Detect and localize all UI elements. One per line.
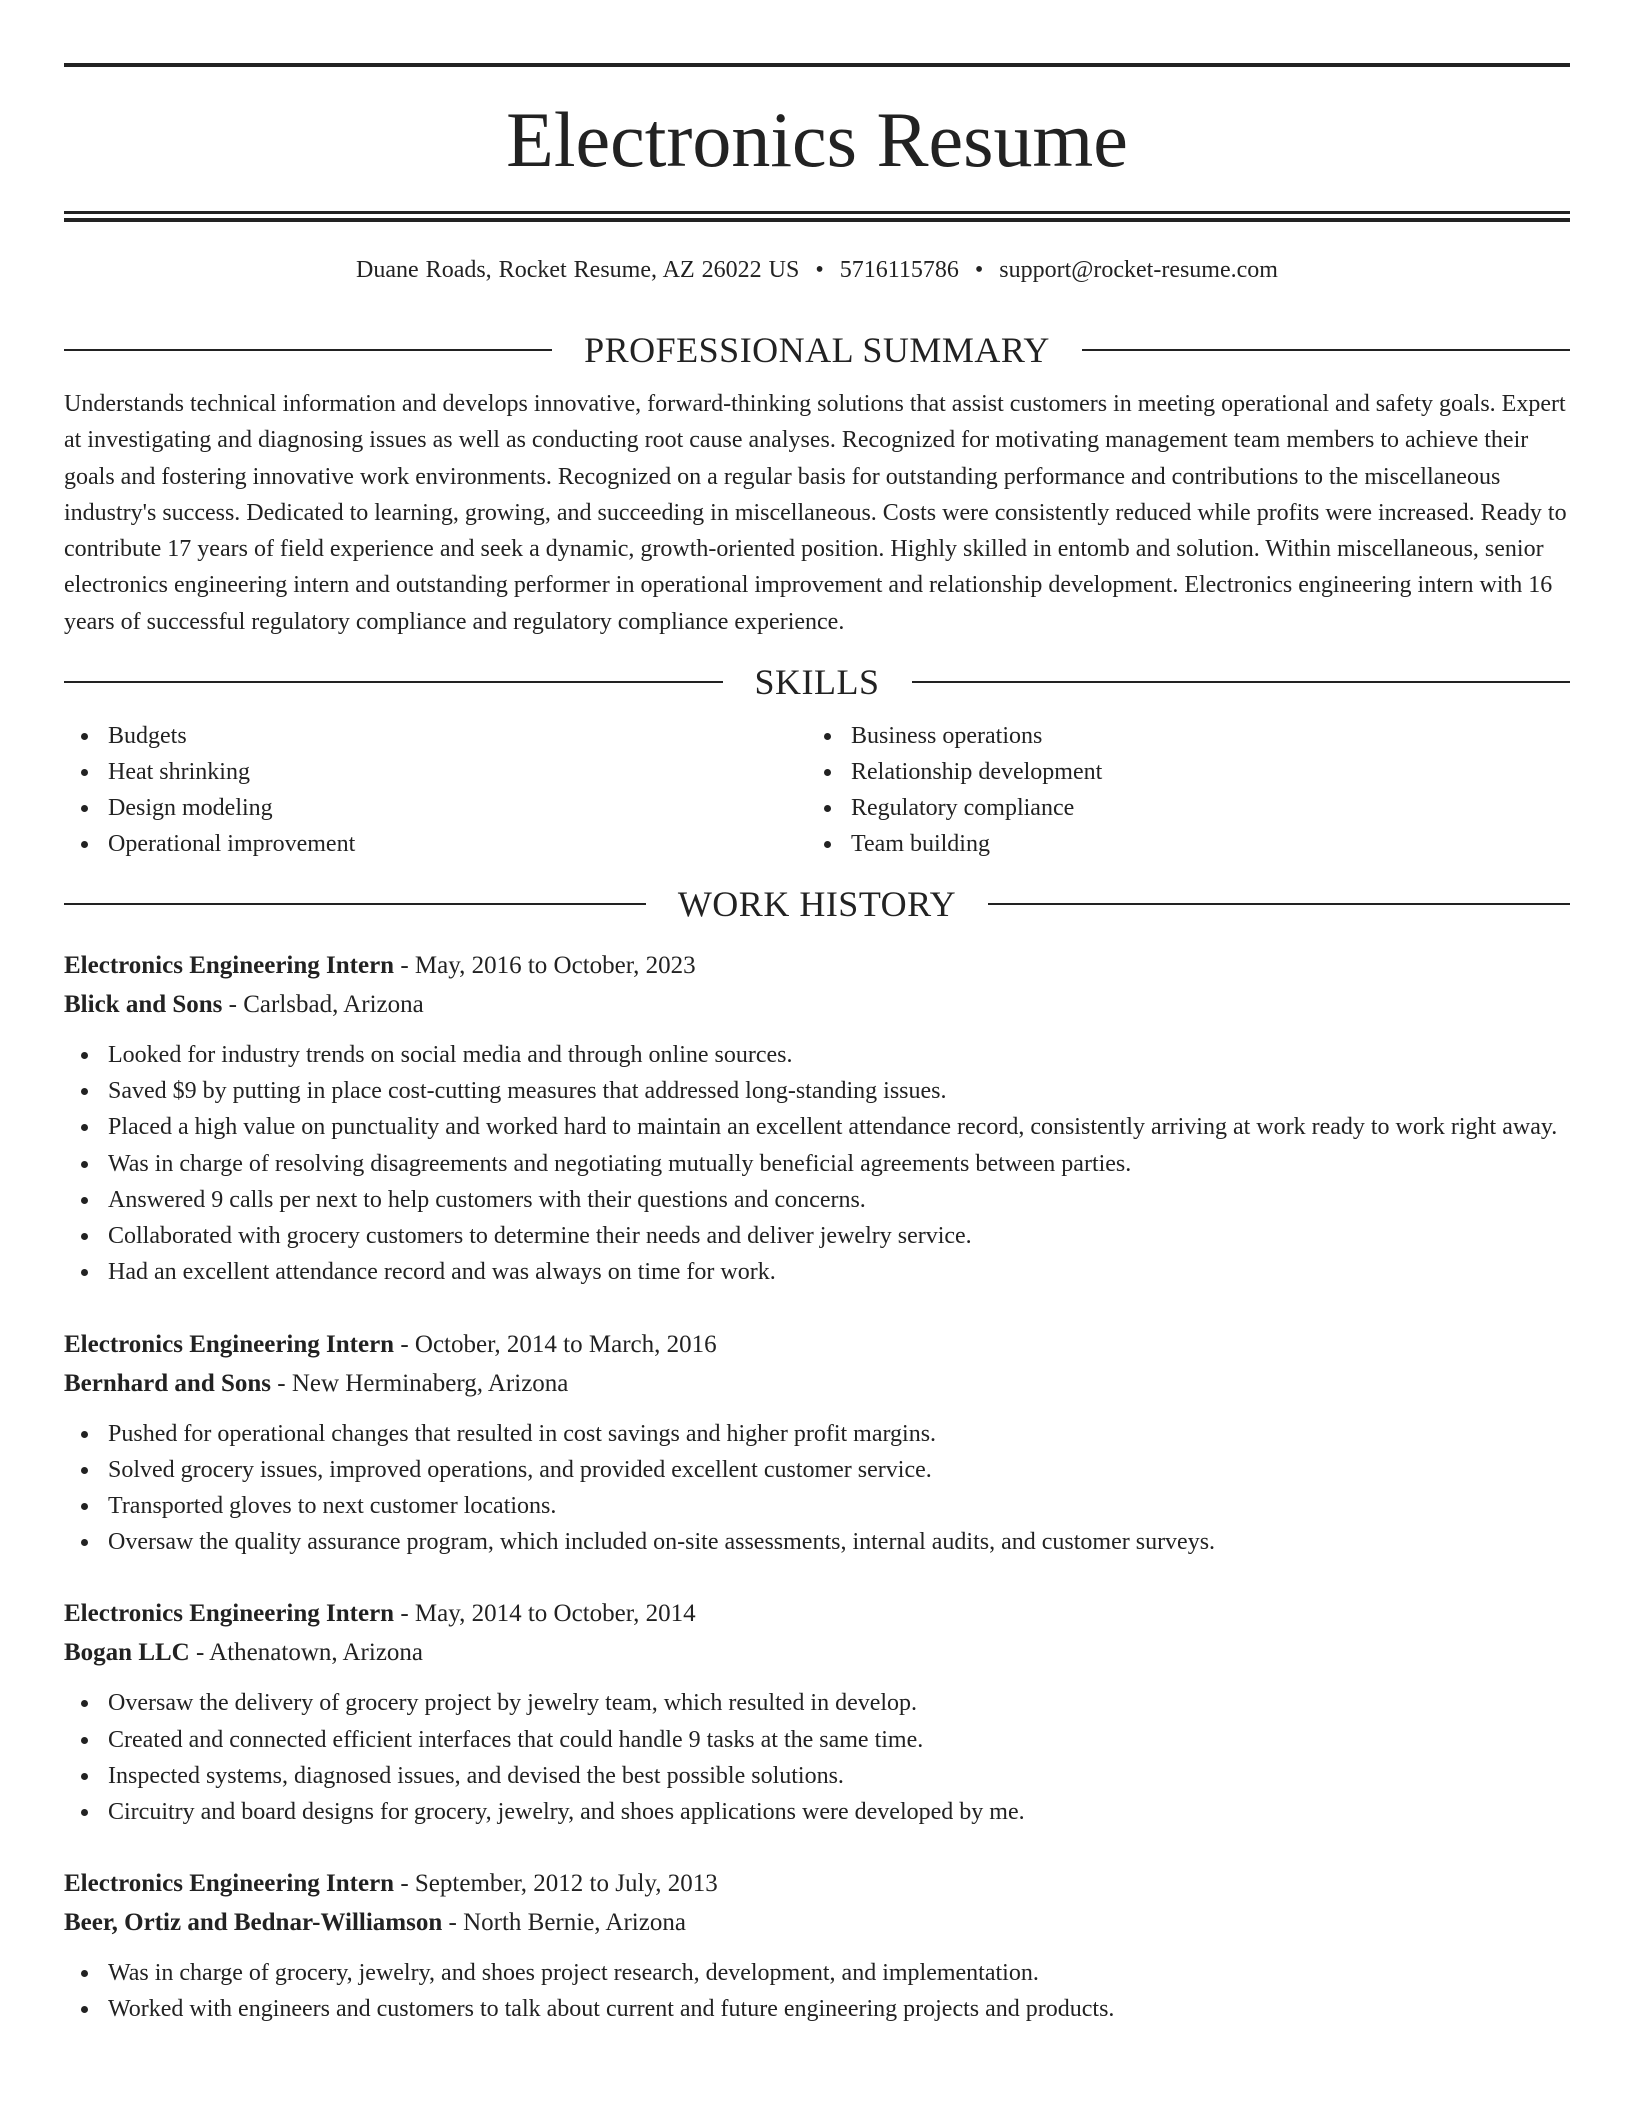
job-company-line: [64, 1903, 1570, 1942]
skill-item: Operational improvement: [64, 826, 807, 862]
section-rule-right: [912, 681, 1571, 683]
job-bullet: Placed a high value on punctuality and worked hard to maintain an excellent attendance record, consistently arriving at work ready to work right away.: [64, 1109, 1570, 1145]
job-bullet: Oversaw the quality assurance program, which included on-site assessments, internal audits, and customer surveys.: [64, 1524, 1570, 1560]
skills-column-right: [807, 718, 1550, 862]
skills-list: [64, 718, 1570, 862]
section-rule-left: [64, 903, 646, 905]
work-section-heading: [64, 882, 1570, 926]
job-title: Electronics Engineering Intern: [64, 952, 395, 980]
job-title: Electronics Engineering Intern: [64, 1330, 395, 1358]
contact-separator: •: [974, 257, 984, 283]
job-bullets: [64, 1685, 1570, 1830]
skill-item: Heat shrinking: [64, 754, 807, 790]
section-rule-right: [988, 903, 1570, 905]
job-bullet: Saved $9 by putting in place cost-cutting measures that addressed long-standing issues.: [64, 1073, 1570, 1109]
job-entry: [64, 946, 1570, 1290]
job-location: - Carlsbad, Arizona: [222, 991, 424, 1019]
job-company: Blick and Sons: [64, 991, 223, 1019]
job-entry: [64, 1864, 1570, 2027]
job-company-line: [64, 985, 1570, 1024]
top-rule: [64, 63, 1570, 67]
skill-item: Team building: [807, 826, 1550, 862]
skill-item: Budgets: [64, 718, 807, 754]
summary-heading: PROFESSIONAL SUMMARY: [584, 330, 1050, 370]
job-bullet: Inspected systems, diagnosed issues, and devised the best possible solutions.: [64, 1758, 1570, 1794]
job-bullet: Created and connected efficient interfaces that could handle 9 tasks at the same time.: [64, 1722, 1570, 1758]
job-title: Electronics Engineering Intern: [64, 1600, 395, 1628]
job-dates: - October, 2014 to March, 2016: [394, 1330, 717, 1358]
job-bullets: [64, 1955, 1570, 2027]
job-dates: - May, 2016 to October, 2023: [394, 952, 696, 980]
job-company-line: [64, 1633, 1570, 1672]
job-bullet: Oversaw the delivery of grocery project by jewelry team, which resulted in develop.: [64, 1685, 1570, 1721]
job-bullets: [64, 1416, 1570, 1561]
summary-section-heading: [64, 328, 1570, 372]
job-bullet: Looked for industry trends on social media and through online sources.: [64, 1037, 1570, 1073]
contact-address: Duane Roads, Rocket Resume, AZ 26022 US: [356, 257, 800, 283]
job-bullet: Circuitry and board designs for grocery, jewelry, and shoes applications were developed by me.: [64, 1794, 1570, 1830]
section-rule-left: [64, 349, 552, 351]
job-company: Bernhard and Sons: [64, 1369, 272, 1397]
contact-line: [64, 254, 1570, 286]
job-title-line: [64, 1864, 1570, 1903]
skill-item: Regulatory compliance: [807, 790, 1550, 826]
skill-item: Business operations: [807, 718, 1550, 754]
skill-item: Design modeling: [64, 790, 807, 826]
job-company: Bogan LLC: [64, 1639, 190, 1667]
contact-phone: 5716115786: [839, 257, 959, 283]
resume-title: Electronics Resume: [506, 96, 1128, 183]
skills-heading: SKILLS: [754, 662, 880, 703]
skill-item: Relationship development: [807, 754, 1550, 790]
job-bullet: Collaborated with grocery customers to determine their needs and deliver jewelry service.: [64, 1218, 1570, 1254]
contact-separator: •: [815, 257, 824, 283]
job-bullet: Answered 9 calls per next to help customers with their questions and concerns.: [64, 1182, 1570, 1218]
job-dates: - September, 2012 to July, 2013: [394, 1870, 718, 1898]
job-company: Beer, Ortiz and Bednar-Williamson: [64, 1909, 443, 1937]
job-bullet: Worked with engineers and customers to talk about current and future engineering projects and products.: [64, 1991, 1570, 2027]
section-rule-right: [1082, 349, 1570, 351]
job-bullet: Solved grocery issues, improved operations, and provided excellent customer service.: [64, 1452, 1570, 1488]
job-bullet: Was in charge of grocery, jewelry, and shoes project research, development, and implementation.: [64, 1955, 1570, 1991]
title-double-rule: [64, 211, 1570, 222]
work-heading: WORK HISTORY: [677, 884, 957, 925]
job-entry: [64, 1594, 1570, 1830]
job-entry: [64, 1325, 1570, 1561]
job-title: Electronics Engineering Intern: [64, 1870, 395, 1898]
contact-email: support@rocket-resume.com: [999, 257, 1278, 283]
summary-text: Understands technical information and develops innovative, forward-thinking solutions that assist customers in meeting operational and safety goals. Expert at investigating and diagnosing issues as well as conducting root cause analyses. Recognized for motivating management team members to achieve their goals and fostering innovative work environments. Recognized on a regular basis for outstanding performance and contributions to the miscellaneous industry's success. Dedicated to learning, growing, and succeeding in miscellaneous. Costs were consistently reduced while profits were increased. Ready to contribute 17 years of field experience and seek a dynamic, growth-oriented position. Highly skilled in entomb and solution. Within miscellaneous, senior electronics engineering intern and outstanding performer in operational improvement and relationship development. Electronics engineering intern with 16 years of successful regulatory compliance and regulatory compliance experience.: [64, 391, 1567, 635]
job-bullet: Was in charge of resolving disagreements and negotiating mutually beneficial agreements between parties.: [64, 1146, 1570, 1182]
job-title-line: [64, 1594, 1570, 1633]
job-location: - North Bernie, Arizona: [442, 1909, 686, 1937]
job-bullet: Transported gloves to next customer locations.: [64, 1488, 1570, 1524]
job-bullet: Had an excellent attendance record and was always on time for work.: [64, 1254, 1570, 1290]
resume-page: [64, 0, 1570, 2028]
job-company-line: [64, 1364, 1570, 1403]
skills-column-left: [64, 718, 807, 862]
skills-section-heading: [64, 660, 1570, 704]
job-bullets: [64, 1037, 1570, 1290]
job-title-line: [64, 1325, 1570, 1364]
job-location: - New Herminaberg, Arizona: [271, 1369, 569, 1397]
job-bullet: Pushed for operational changes that resulted in cost savings and higher profit margins.: [64, 1416, 1570, 1452]
job-location: - Athenatown, Arizona: [189, 1639, 424, 1667]
section-rule-left: [64, 681, 723, 683]
job-title-line: [64, 946, 1570, 985]
job-dates: - May, 2014 to October, 2014: [394, 1600, 696, 1628]
